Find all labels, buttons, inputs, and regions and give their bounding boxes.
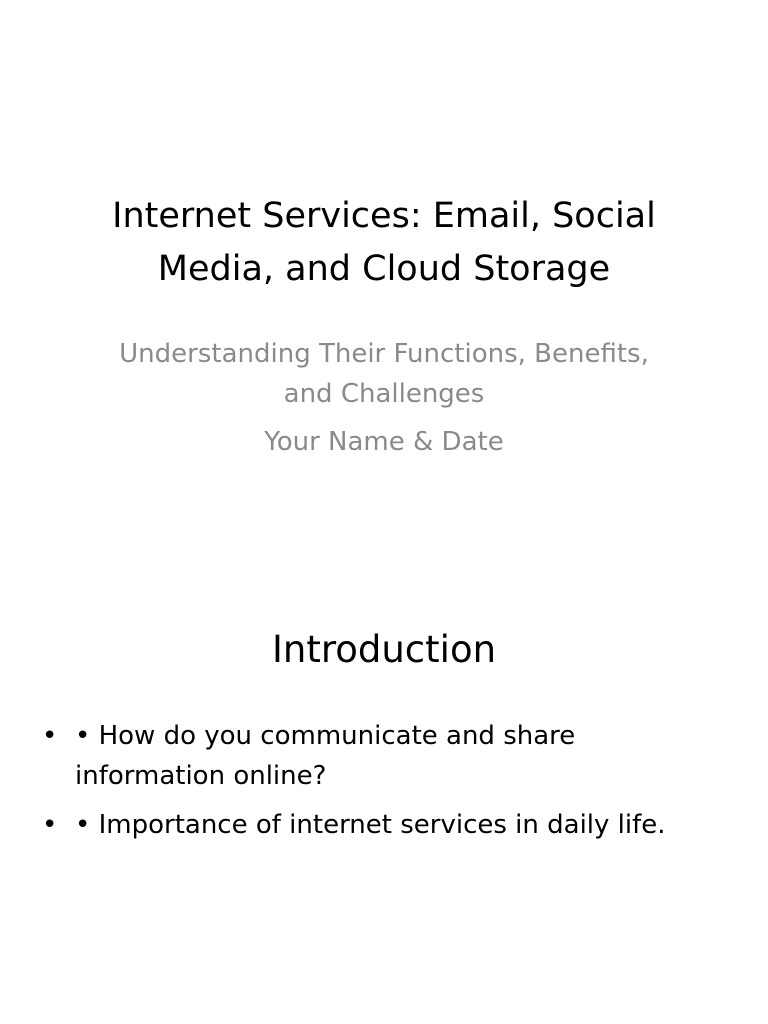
bullet-list: [40, 716, 720, 854]
list-item: [40, 716, 720, 796]
bullet-text: • How do you communicate and share information online?: [75, 721, 576, 791]
slide-title: Internet Services: Email, Social Media, and Cloud Storage: [112, 196, 656, 289]
bullet-icon: •: [42, 721, 58, 751]
list-item: [40, 805, 720, 845]
slide-subtitle: [100, 334, 668, 470]
subtitle-line: Your Name & Date: [264, 427, 504, 457]
slide-title: Introduction: [271, 628, 497, 671]
subtitle-line: Understanding Their Functions, Benefits, and Challenges: [119, 339, 649, 409]
content-slide: [0, 576, 768, 1024]
bullet-icon: •: [42, 810, 58, 840]
bullet-text: • Importance of internet services in daily life.: [75, 810, 666, 840]
